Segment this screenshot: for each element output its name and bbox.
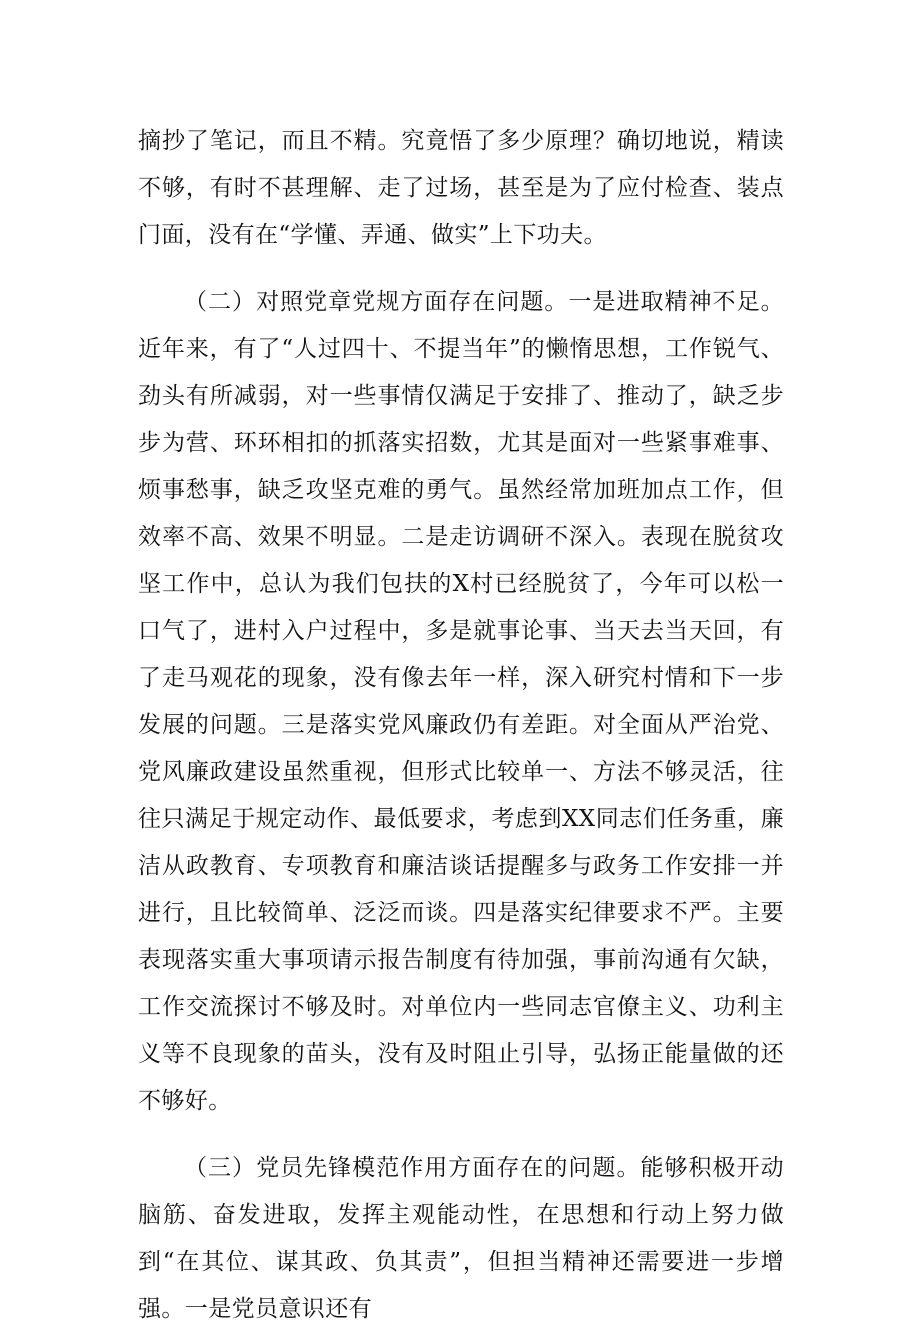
- document-body: [138, 118, 784, 1333]
- paragraph-section-three: （三）党员先锋模范作用方面存在的问题。能够积极开动脑筋、奋发进取，发挥主观能动性，在思想和行动上努力做到“在其位、谋其政、负其责”，但担当精神还需要进一步增强。一是党员意识还有: [138, 1155, 784, 1322]
- paragraph-section-two: （二）对照党章党规方面存在问题。一是进取精神不足。近年来，有了“人过四十、不提当年”的懒惰思想，工作锐气、劲头有所减弱，对一些事情仅满足于安排了、推动了，缺乏步步为营、环环相扣的抓落实招数，尤其是面对一些紧事难事、烦事愁事，缺乏攻坚克难的勇气。虽然经常加班加点工作，但效率不高、效果不明显。二是走访调研不深入。表现在脱贫攻坚工作中，总认为我们包扶的X村已经脱贫了，今年可以松一口气了，进村入户过程中，多是就事论事、当天去当天回，有了走马观花的现象，没有像去年一样，深入研究村情和下一步发展的问题。三是落实党风廉政仍有差距。对全面从严治党、党风廉政建设虽然重视，但形式比较单一、方法不够灵活，往往只满足于规定动作、最低要求，考虑到XX同志们任务重，廉洁从政教育、专项教育和廉洁谈话提醒多与政务工作安排一并进行，且比较简单、泛泛而谈。四是落实纪律要求不严。主要表现落实重大事项请示报告制度有待加强，事前沟通有欠缺，工作交流探讨不够及时。对单位内一些同志官僚主义、功利主义等不良现象的苗头，没有及时阻止引导，弘扬正能量做的还不够好。: [138, 289, 784, 1114]
- paragraph-continuation: 摘抄了笔记，而且不精。究竟悟了多少原理？确切地说，精读不够，有时不甚理解、走了过场，甚至是为了应付检查、装点门面，没有在“学懂、弄通、做实”上下功夫。: [138, 128, 784, 248]
